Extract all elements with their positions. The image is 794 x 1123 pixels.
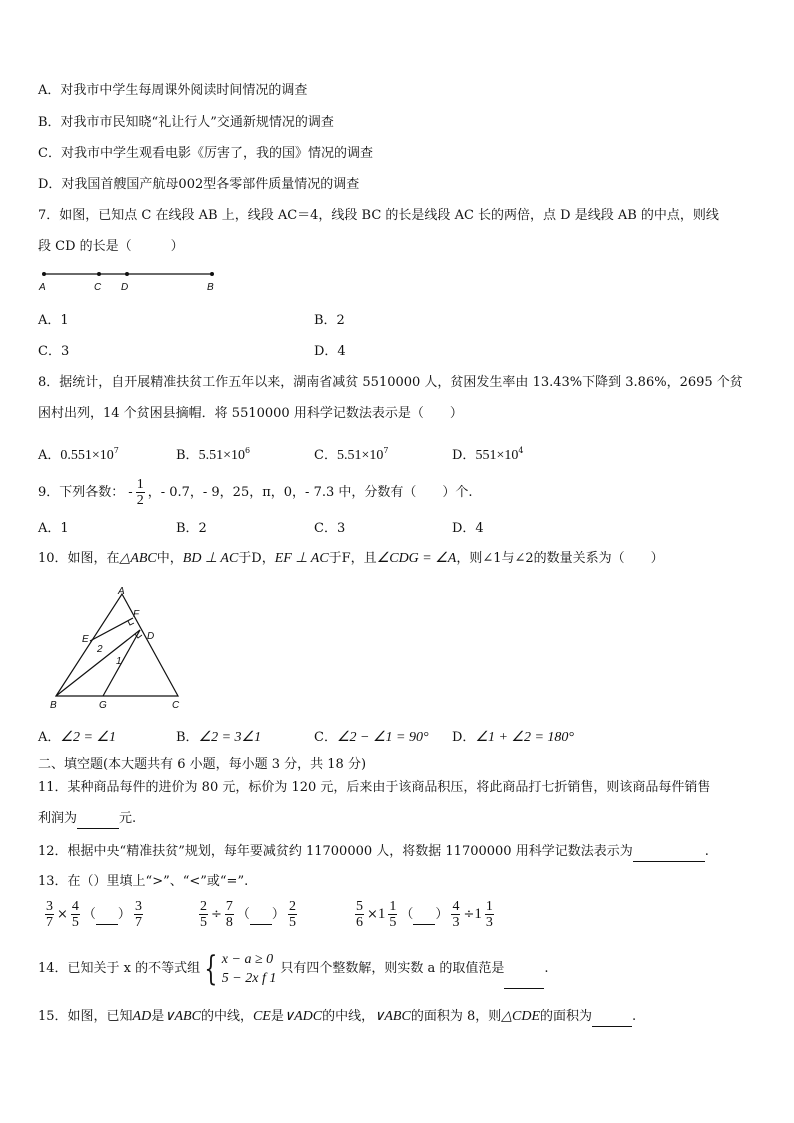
q8-option-b: B．$5.51\times 10^6$ [176, 446, 251, 463]
q12-answer-blank [633, 843, 705, 862]
q13-blank-2 [250, 906, 272, 925]
q10-option-b: B．∠2 = 3∠1 [176, 730, 262, 745]
angle-2-label: 2 [97, 644, 103, 655]
q7-option-c: C．3 [38, 344, 70, 359]
triangle-abc [56, 594, 178, 696]
q7-option-a: A．1 [38, 313, 69, 328]
q14-inequality-system: x − a ≥ 0 5 − 2x f 1 [221, 951, 277, 986]
q10-option-c: C．∠2 − ∠1 = 90° [314, 730, 429, 745]
q9-option-b: B．2 [176, 521, 207, 536]
section-2-heading: 二、填空题(本大题共有 6 小题，每小题 3 分，共 18 分) [38, 757, 367, 772]
q9-fraction: $\frac{1}{2}$ [136, 477, 144, 508]
q10-option-d: D．∠1 + ∠2 = 180° [452, 730, 575, 745]
q11-answer-blank [77, 810, 119, 829]
label-c: C [94, 282, 102, 293]
point-d [125, 272, 129, 276]
point-b [210, 272, 214, 276]
q15-stem: 15．如图，已知AD是∨ABC的中线，CE是∨ADC的中线，∨ABC的面积为 8，则△CDE的面积为 . [38, 1008, 636, 1027]
q8-option-a: A．$0.551\times 10^7$ [38, 446, 119, 463]
q6-option-a: A．对我市中学生每周课外阅读时间情况的调查 [38, 83, 308, 98]
q10-stem: 10．如图，在△ABC中，BD ⊥ AC于D，EF ⊥ AC于F，且∠CDG = ∠A，则∠1与∠2的数量关系为（ ） [38, 551, 664, 566]
q6-option-c: C．对我市中学生观看电影《厉害了，我的国》情况的调查 [38, 146, 373, 161]
q13-stem: 13．在（）里填上“>”、“<”或“=”. [38, 874, 249, 889]
q13-item-2: $\frac{2}{5}$ ÷ $\frac{7}{8}$ （ ） $\frac{2}{5}$ [200, 899, 296, 930]
q14-stem: 14．已知关于 x 的不等式组 { x − a ≥ 0 5 − 2x f 1 只有四个整数解，则实数 a 的取值范是 . [38, 948, 549, 989]
label-a: A [39, 282, 46, 293]
point-a [42, 272, 46, 276]
q7-stem-line1: 7．如图，已知点 C 在线段 AB 上，线段 AC＝4，线段 BC 的长是线段 AC 长的两倍，点 D 是线段 AB 的中点，则线 [38, 208, 719, 223]
segment-ef [90, 618, 133, 641]
q7-option-b: B．2 [314, 313, 345, 328]
q11-stem-line2: 利润为 元. [38, 810, 136, 829]
label-b: B [50, 700, 57, 711]
q12-stem: 12．根据中央“精准扶贫”规划，每年要减贫约 11700000 人，将数据 11700000 用科学记数法表示为 . [38, 843, 709, 862]
q14-answer-blank [504, 948, 544, 989]
label-d: D [121, 282, 129, 293]
q13-item-3: $\frac{5}{6}$ ×1 $\frac{1}{5}$ （ ） $\frac{4}{3}$ ÷1 $\frac{1}{3}$ [356, 899, 493, 930]
q9-option-a: A．1 [38, 521, 69, 536]
q9-option-d: D．4 [452, 521, 484, 536]
q6-option-d: D．对我国首艘国产航母002型各零部件质量情况的调查 [38, 177, 360, 192]
label-e: E [82, 634, 89, 645]
point-c [97, 272, 101, 276]
q9-option-c: C．3 [314, 521, 346, 536]
q8-stem-line2: 困村出列，14 个贫困县摘帽．将 5510000 用科学记数法表示是（ ） [38, 406, 463, 421]
q8-option-d: D．$551\times 10^4$ [452, 446, 524, 463]
label-d: D [147, 631, 155, 642]
q11-stem-line1: 11．某种商品每件的进价为 80 元，标价为 120 元，后来由于该商品积压，将此商品打七折销售，则该商品每件销售 [38, 780, 711, 795]
q9-stem: 9．下列各数： - $\frac{1}{2}$ ，- 0.7，- 9，25，π，0，- 7.3 中，分数有（ ）个. [38, 477, 473, 508]
q6-option-b: B．对我市市民知晓“礼让行人”交通新规情况的调查 [38, 115, 334, 130]
q7-stem-line2: 段 CD 的长是（ ） [38, 239, 184, 254]
label-a: A [118, 586, 125, 597]
q10-triangle-figure [44, 584, 194, 714]
q13-blank-3 [413, 906, 435, 925]
q14-brace: { [204, 948, 218, 989]
label-g: G [99, 700, 107, 711]
angle-1-label: 1 [116, 656, 122, 667]
q10-option-a: A．∠2 = ∠1 [38, 730, 116, 745]
label-b: B [207, 282, 214, 293]
q8-option-c: C．$5.51\times 10^7$ [314, 446, 389, 463]
q7-segment-figure [36, 266, 226, 296]
q13-blank-1 [96, 906, 118, 925]
segment-bd [56, 630, 140, 696]
right-angle-mark-f [128, 621, 134, 625]
q8-stem-line1: 8．据统计，自开展精准扶贫工作五年以来，湖南省减贫 5510000 人，贫困发生率由 13.43%下降到 3.86%，2695 个贫 [38, 375, 743, 390]
label-f: F [133, 609, 140, 620]
q13-item-1: $\frac{3}{7}$ × $\frac{4}{5}$ （ ） $\frac{3}{7}$ [46, 899, 142, 930]
label-c: C [172, 700, 180, 711]
q15-answer-blank [592, 1008, 632, 1027]
q7-option-d: D．4 [314, 344, 346, 359]
